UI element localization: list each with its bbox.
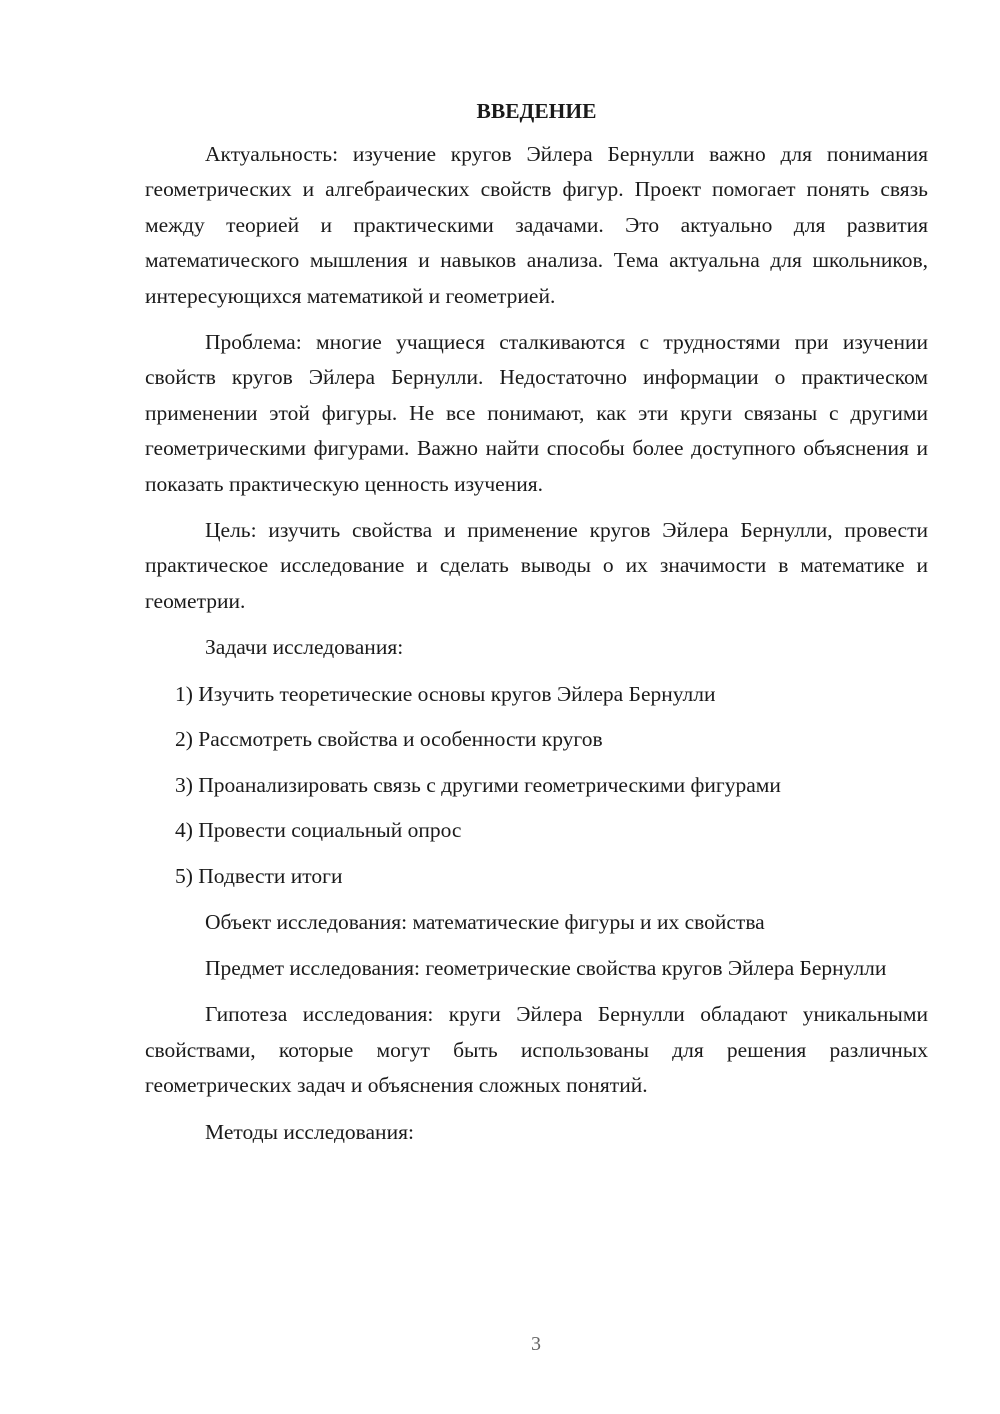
page-number: 3 [531, 1333, 541, 1355]
object-paragraph: Объект исследования: математические фигуры и их свойства [205, 909, 765, 934]
page-content [145, 96, 928, 1161]
list-item: 2) Рассмотреть свойства и особенности кругов [175, 727, 603, 752]
methods-heading: Методы исследования: [205, 1119, 414, 1144]
relevance-paragraph: Актуальность: изучение кругов Эйлера Бернулли важно для понимания геометрических и алгебраических свойств фигур. Проект помогает понять связь между теорией и практическими задачами. Это актуально для развития математического мышления и навыков анализа. Тема актуальна для школьников, интересующихся математикой и геометрией. [145, 142, 928, 308]
problem-paragraph: Проблема: многие учащиеся сталкиваются с трудностями при изучении свойств кругов Эйлера Бернулли. Недостаточно информации о практическом применении этой фигуры. Не все понимают, как эти круги связаны с другими геометрическими фигурами. Важно найти способы более доступного объяснения и показать практическую ценность изучения. [145, 330, 928, 496]
hypothesis-paragraph: Гипотеза исследования: круги Эйлера Бернулли обладают уникальными свойствами, которые могут быть использованы для решения различных геометрических задач и объяснения сложных понятий. [145, 1002, 928, 1098]
list-item: 4) Провести социальный опрос [175, 818, 462, 843]
list-item: 3) Проанализировать связь с другими геометрическими фигурами [175, 772, 781, 797]
goal-paragraph: Цель: изучить свойства и применение кругов Эйлера Бернулли, провести практическое исследование и сделать выводы о их значимости в математике и геометрии. [145, 518, 928, 613]
subject-paragraph: Предмет исследования: геометрические свойства кругов Эйлера Бернулли [205, 956, 887, 981]
page-title: ВВЕДЕНИЕ [476, 99, 597, 123]
list-item: 5) Подвести итоги [175, 864, 343, 889]
tasks-heading: Задачи исследования: [205, 635, 404, 660]
tasks-list [145, 677, 928, 895]
list-item: 1) Изучить теоретические основы кругов Эйлера Бернулли [175, 681, 716, 706]
